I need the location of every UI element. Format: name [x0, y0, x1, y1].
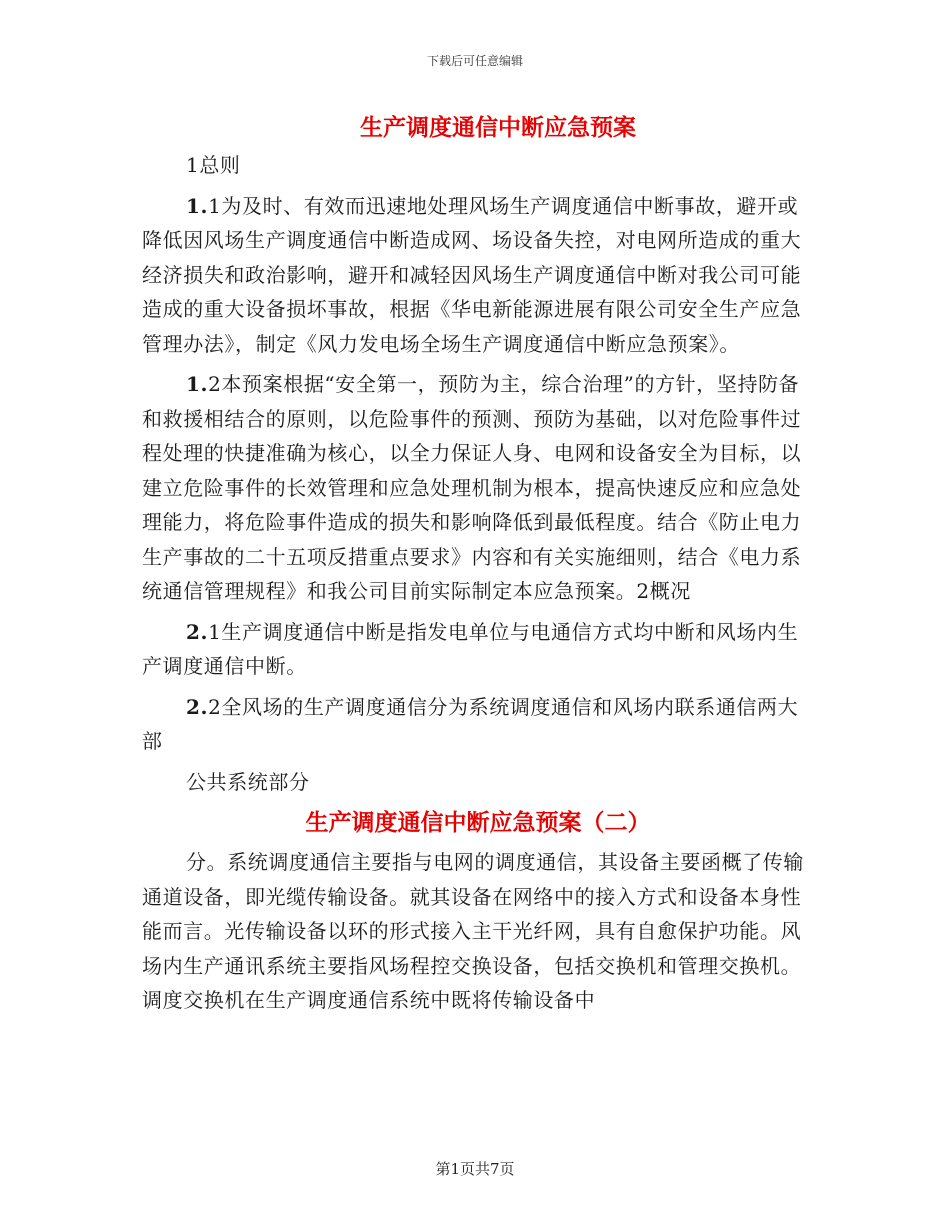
- paragraph-public-system: 公共系统部分: [186, 769, 310, 794]
- paragraph-2-2: [142, 690, 814, 759]
- page-footer: 第1页共7页: [435, 1160, 515, 1178]
- document-title: 生产调度通信中断应急预案: [360, 114, 636, 141]
- document-body: [142, 108, 814, 1018]
- clause-number: 1.: [186, 193, 209, 218]
- clause-number: 1.: [186, 372, 209, 396]
- paragraph-1-1: [142, 189, 814, 362]
- paragraph-text: 1为及时、有效而迅速地处理风场生产调度通信中断事故，避开或降低因风场生产调度通信中断造成网、场设备失控，对电网所造成的重大经济损失和政治影响，避开和减轻因风场生产调度通信中断对我公司可能造成的重大设备损坏事故，根据《华电新能源进展有限公司安全生产应急管理办法》，制定《风力发电场全场生产调度通信中断应急预案》。: [142, 193, 802, 356]
- clause-number: 2.: [186, 619, 209, 644]
- document-title-2: 生产调度通信中断应急预案（二）: [305, 809, 651, 836]
- paragraph-text: 1生产调度通信中断是指发电单位与电通信方式均中断和风场内生产调度通信中断。: [142, 619, 799, 678]
- section-heading-general: 1总则: [186, 153, 241, 177]
- paragraph-continued: 分。系统调度通信主要指与电网的调度通信，其设备主要函概了传输通道设备，即光缆传输设备。就其设备在网络中的接入方式和设备本身性能而言。光传输设备以环的形式接入主干光纤网，具有自愈保护功能。风场内生产通讯系统主要指风场程控交换设备，包括交换机和管理交换机。调度交换机在生产调度通信系统中既将传输设备中: [142, 850, 804, 1012]
- paragraph-text: 2全风场的生产调度通信分为系统调度通信和风场内联系通信两大部: [142, 694, 799, 753]
- page-header: 下载后可任意编辑: [426, 54, 523, 68]
- paragraph-1-2: [142, 367, 814, 609]
- paragraph-text: 2本预案根据“安全第一，预防为主，综合治理”的方针，坚持防备和救援相结合的原则，以危险事件的预测、预防为基础，以对危险事件过程处理的快捷准确为核心，以全力保证人身、电网和设备安全为目标，以建立危险事件的长效管理和应急处理机制为根本，提高快速反应和应急处理能力，将危险事件造成的损失和影响降低到最低程度。结合《防止电力生产事故的二十五项反措重点要求》内容和有关实施细则，结合《电力系统通信管理规程》和我公司目前实际制定本应急预案。2概况: [142, 372, 802, 603]
- paragraph-2-1: [142, 615, 814, 684]
- clause-number: 2.: [186, 694, 209, 719]
